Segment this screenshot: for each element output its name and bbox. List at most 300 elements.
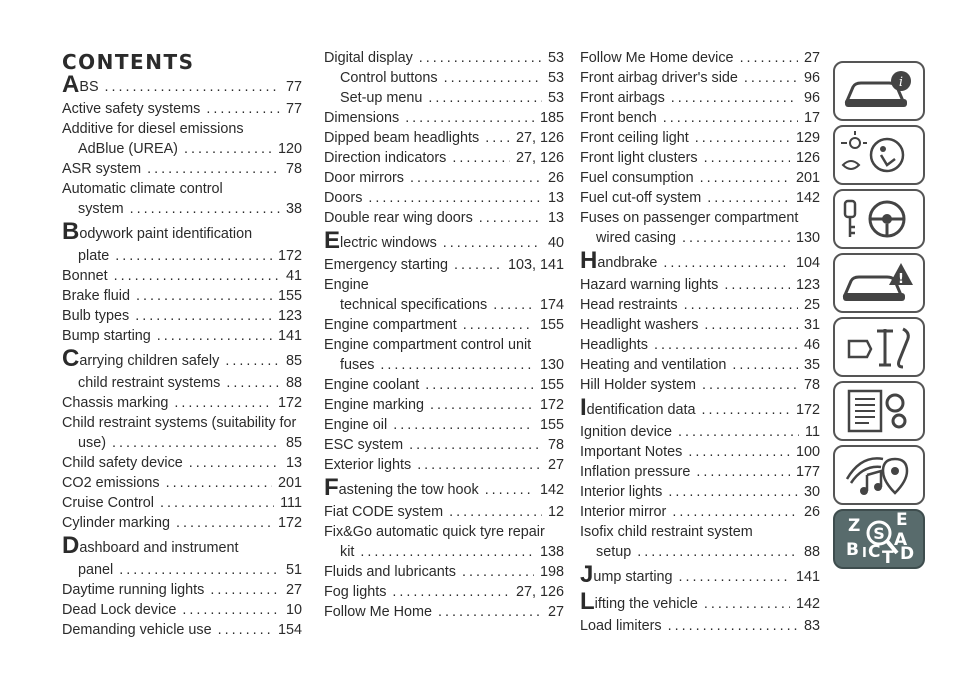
tab-car-info[interactable] bbox=[833, 61, 925, 121]
index-label: Bonnet bbox=[62, 268, 108, 284]
index-entry bbox=[324, 188, 564, 208]
index-line bbox=[580, 315, 820, 335]
index-label: Fluids and lubricants bbox=[324, 564, 456, 580]
index-line bbox=[62, 326, 302, 346]
leader-dots bbox=[393, 415, 534, 435]
index-label: Direction indicators bbox=[324, 150, 447, 166]
index-initial: B bbox=[62, 218, 80, 245]
leader-dots bbox=[668, 482, 798, 502]
leader-dots bbox=[663, 250, 790, 277]
index-entry bbox=[580, 315, 820, 335]
page-number: 155 bbox=[539, 317, 564, 333]
index-icon bbox=[844, 512, 914, 566]
index-entry bbox=[62, 600, 302, 620]
leader-dots bbox=[668, 616, 798, 636]
leader-dots bbox=[425, 375, 534, 395]
index-letter: I bbox=[862, 546, 867, 561]
index-label: Daytime running lights bbox=[62, 582, 205, 598]
index-entry bbox=[580, 355, 820, 375]
leader-dots bbox=[174, 393, 272, 413]
page-number: 154 bbox=[277, 622, 302, 638]
leader-dots bbox=[112, 433, 280, 453]
page-number: 83 bbox=[803, 618, 820, 634]
index-label-rest: dentification data bbox=[586, 402, 696, 418]
index-line bbox=[324, 582, 564, 602]
index-label: Headlight washers bbox=[580, 317, 699, 333]
index-label: Interior lights bbox=[580, 484, 663, 500]
tab-wrench-tools[interactable] bbox=[833, 317, 925, 377]
page-number: 12 bbox=[547, 504, 564, 520]
page-number: 142 bbox=[539, 482, 564, 498]
index-entry bbox=[580, 522, 820, 562]
svg-text:!: ! bbox=[898, 272, 904, 287]
index-entry bbox=[62, 179, 302, 219]
index-entry bbox=[324, 435, 564, 455]
index-label: fuses bbox=[340, 357, 375, 373]
page-number: 25 bbox=[803, 297, 820, 313]
index-label-rest: arrying children safely bbox=[79, 353, 220, 369]
index-label bbox=[580, 248, 657, 277]
leader-dots bbox=[438, 602, 542, 622]
leader-dots bbox=[410, 168, 542, 188]
leader-dots bbox=[479, 208, 542, 228]
index-entry bbox=[324, 562, 564, 582]
index-entry bbox=[324, 148, 564, 168]
index-entry-heading: Fix&Go automatic quick tyre repair bbox=[324, 524, 545, 540]
index-column-2 bbox=[324, 48, 564, 622]
page-number: 53 bbox=[547, 90, 564, 106]
index-entry bbox=[62, 473, 302, 493]
index-entry bbox=[324, 455, 564, 475]
leader-dots bbox=[684, 295, 798, 315]
index-label: ashboard and instrument bbox=[79, 540, 239, 556]
leader-dots bbox=[206, 99, 280, 119]
index-entry bbox=[324, 395, 564, 415]
index-line bbox=[580, 482, 820, 502]
index-line bbox=[62, 286, 302, 306]
index-label: ASR system bbox=[62, 161, 142, 177]
leader-dots bbox=[380, 355, 534, 375]
index-entry bbox=[62, 266, 302, 286]
index-label: Important Notes bbox=[580, 444, 683, 460]
index-label: Doors bbox=[324, 190, 363, 206]
index-line bbox=[580, 502, 820, 522]
index-entry bbox=[324, 522, 564, 562]
index-line bbox=[580, 395, 820, 422]
page-number: 104 bbox=[795, 255, 820, 271]
leader-dots bbox=[696, 462, 790, 482]
index-label bbox=[62, 72, 99, 101]
data-gear-icon bbox=[837, 385, 921, 437]
svg-text:i: i bbox=[898, 75, 904, 90]
index-entry bbox=[580, 128, 820, 148]
index-label: use) bbox=[78, 435, 106, 451]
page-number: 40 bbox=[547, 235, 564, 251]
index-line bbox=[324, 475, 564, 502]
leader-dots bbox=[392, 582, 510, 602]
index-line bbox=[580, 442, 820, 462]
page-number: 35 bbox=[803, 357, 820, 373]
index-line bbox=[62, 513, 302, 533]
page-number: 96 bbox=[803, 70, 820, 86]
page-title: CONTENTS bbox=[62, 50, 195, 74]
page-number: 41 bbox=[285, 268, 302, 284]
leader-dots bbox=[454, 255, 502, 275]
page-number: 88 bbox=[285, 375, 302, 391]
index-label: system bbox=[78, 201, 124, 217]
leader-dots bbox=[452, 148, 510, 168]
leader-dots bbox=[368, 188, 542, 208]
index-entry-heading: Child restraint systems (suitability for bbox=[62, 415, 297, 431]
index-line bbox=[580, 422, 820, 442]
leader-dots bbox=[405, 108, 534, 128]
media-nav-icon bbox=[837, 449, 921, 501]
index-line bbox=[580, 168, 820, 188]
index-initial: I bbox=[580, 394, 587, 421]
tab-key-steering[interactable] bbox=[833, 189, 925, 249]
key-steering-icon bbox=[837, 193, 921, 245]
page-number: 155 bbox=[539, 417, 564, 433]
leader-dots bbox=[166, 473, 272, 493]
wrench-tools-icon bbox=[837, 321, 921, 373]
index-label: child restraint systems bbox=[78, 375, 221, 391]
index-line bbox=[62, 266, 302, 286]
page-number: 30 bbox=[803, 484, 820, 500]
index-entry bbox=[62, 580, 302, 600]
index-label: technical specifications bbox=[340, 297, 488, 313]
index-line bbox=[62, 473, 302, 493]
index-line bbox=[580, 355, 820, 375]
index-entry bbox=[62, 159, 302, 179]
index-entry bbox=[580, 442, 820, 462]
index-initial: J bbox=[580, 561, 594, 588]
leader-dots bbox=[449, 502, 542, 522]
leader-dots bbox=[707, 188, 790, 208]
index-entry-heading: Engine bbox=[324, 277, 369, 293]
page-number: 27 bbox=[803, 50, 820, 66]
tab-data-gear[interactable] bbox=[833, 381, 925, 441]
svg-text:S: S bbox=[873, 524, 885, 543]
index-label: Chassis marking bbox=[62, 395, 169, 411]
leader-dots bbox=[485, 128, 510, 148]
index-label: Brake fluid bbox=[62, 288, 130, 304]
page-number: 53 bbox=[547, 50, 564, 66]
index-label: Bulb types bbox=[62, 308, 130, 324]
page-number: 53 bbox=[547, 70, 564, 86]
index-label-rest: astening the tow hook bbox=[338, 482, 479, 498]
index-entry bbox=[62, 306, 302, 326]
page-number: 130 bbox=[539, 357, 564, 373]
page-number: 172 bbox=[277, 248, 302, 264]
index-entry bbox=[580, 248, 820, 275]
page-number: 13 bbox=[285, 455, 302, 471]
page-number: 27 bbox=[547, 457, 564, 473]
leader-dots bbox=[409, 435, 542, 455]
leader-dots bbox=[428, 88, 542, 108]
page-number: 78 bbox=[803, 377, 820, 393]
index-entry-heading: Engine compartment control unit bbox=[324, 337, 532, 353]
index-entry bbox=[62, 533, 302, 580]
leader-dots bbox=[463, 315, 534, 335]
leader-dots bbox=[360, 542, 534, 562]
index-line bbox=[324, 228, 564, 255]
index-initial: F bbox=[324, 474, 339, 501]
leader-dots bbox=[119, 560, 280, 580]
index-line bbox=[324, 168, 564, 188]
index-label: Front airbag driver's side bbox=[580, 70, 738, 86]
index-entry bbox=[62, 72, 302, 99]
leader-dots bbox=[688, 442, 790, 462]
leader-dots bbox=[225, 348, 280, 375]
index-label: odywork paint identification bbox=[79, 226, 253, 242]
page-number: 77 bbox=[285, 101, 302, 117]
index-line bbox=[324, 375, 564, 395]
index-label: setup bbox=[596, 544, 632, 560]
index-label: Active safety systems bbox=[62, 101, 201, 117]
leader-dots bbox=[679, 564, 790, 591]
leader-dots bbox=[210, 580, 280, 600]
leader-dots bbox=[702, 375, 798, 395]
page-number: 129 bbox=[795, 130, 820, 146]
page-number: 31 bbox=[803, 317, 820, 333]
leader-dots bbox=[485, 477, 534, 504]
index-line bbox=[62, 560, 302, 580]
index-label: panel bbox=[78, 562, 114, 578]
index-label: Set-up menu bbox=[340, 90, 423, 106]
index-label: Front ceiling light bbox=[580, 130, 689, 146]
index-label: Hazard warning lights bbox=[580, 277, 719, 293]
index-entry bbox=[62, 99, 302, 119]
index-line bbox=[62, 99, 302, 119]
index-line bbox=[580, 375, 820, 395]
page-number: 130 bbox=[795, 230, 820, 246]
page-number: 13 bbox=[547, 210, 564, 226]
index-entry bbox=[62, 373, 302, 393]
tab-lights-airbag[interactable] bbox=[833, 125, 925, 185]
index-line bbox=[324, 355, 564, 375]
page-number: 11 bbox=[805, 424, 820, 440]
page-number: 85 bbox=[285, 353, 302, 369]
index-line bbox=[580, 108, 820, 128]
index-entry bbox=[324, 502, 564, 522]
index-line bbox=[580, 616, 820, 636]
leader-dots bbox=[678, 422, 799, 442]
index-entry bbox=[62, 326, 302, 346]
index-label: Inflation pressure bbox=[580, 464, 691, 480]
index-label bbox=[580, 589, 698, 618]
index-label: Fuel consumption bbox=[580, 170, 694, 186]
index-entry bbox=[324, 128, 564, 148]
index-column-1 bbox=[62, 72, 302, 640]
index-line bbox=[324, 502, 564, 522]
index-label: Control buttons bbox=[340, 70, 438, 86]
index-entry bbox=[324, 228, 564, 255]
index-entry bbox=[62, 453, 302, 473]
index-label: Headlights bbox=[580, 337, 648, 353]
index-label: Exterior lights bbox=[324, 457, 412, 473]
index-entry bbox=[580, 168, 820, 188]
leader-dots bbox=[704, 148, 790, 168]
index-initial: H bbox=[580, 247, 598, 274]
index-label bbox=[580, 562, 673, 591]
leader-dots bbox=[419, 48, 542, 68]
index-label: Follow Me Home device bbox=[580, 50, 734, 66]
leader-dots bbox=[105, 74, 280, 101]
index-entry-heading: Fuses on passenger compartment bbox=[580, 210, 799, 226]
leader-dots bbox=[724, 275, 790, 295]
leader-dots bbox=[701, 397, 790, 424]
leader-dots bbox=[226, 373, 280, 393]
index-entry bbox=[62, 493, 302, 513]
index-entry bbox=[62, 346, 302, 373]
index-line bbox=[324, 602, 564, 622]
index-line bbox=[324, 208, 564, 228]
index-line bbox=[62, 246, 302, 266]
index-entry bbox=[580, 616, 820, 636]
page-number: 27, 126 bbox=[515, 584, 564, 600]
index-line bbox=[580, 228, 820, 248]
index-line bbox=[62, 346, 302, 373]
index-entry bbox=[324, 582, 564, 602]
tab-car-warning[interactable] bbox=[833, 253, 925, 313]
index-initial: A bbox=[62, 71, 80, 98]
index-entry bbox=[324, 48, 564, 68]
index-entry bbox=[324, 255, 564, 275]
index-entry bbox=[580, 589, 820, 616]
index-label: Hill Holder system bbox=[580, 377, 696, 393]
index-line bbox=[62, 373, 302, 393]
index-entry bbox=[62, 286, 302, 306]
index-line bbox=[580, 68, 820, 88]
index-entry bbox=[62, 393, 302, 413]
index-entry bbox=[62, 513, 302, 533]
leader-dots bbox=[663, 108, 798, 128]
leader-dots bbox=[700, 168, 790, 188]
leader-dots bbox=[732, 355, 798, 375]
page-number: 78 bbox=[547, 437, 564, 453]
index-line bbox=[324, 415, 564, 435]
index-label: Demanding vehicle use bbox=[62, 622, 212, 638]
page-number: 27 bbox=[285, 582, 302, 598]
leader-dots bbox=[160, 493, 274, 513]
index-entry bbox=[62, 119, 302, 159]
index-label: Dipped beam headlights bbox=[324, 130, 480, 146]
index-label: Engine coolant bbox=[324, 377, 420, 393]
tab-index[interactable] bbox=[833, 509, 925, 569]
leader-dots bbox=[671, 88, 798, 108]
index-line bbox=[324, 48, 564, 68]
index-entry bbox=[324, 475, 564, 502]
index-letter: D bbox=[900, 544, 915, 564]
index-line bbox=[324, 128, 564, 148]
page-number: 141 bbox=[277, 328, 302, 344]
index-line bbox=[62, 580, 302, 600]
index-column-3 bbox=[580, 48, 820, 636]
index-letter: C bbox=[868, 542, 881, 562]
index-entry-heading: Isofix child restraint system bbox=[580, 524, 753, 540]
index-entry bbox=[324, 208, 564, 228]
index-entry bbox=[580, 88, 820, 108]
index-entry bbox=[580, 502, 820, 522]
index-entry bbox=[62, 413, 302, 453]
index-line bbox=[62, 306, 302, 326]
index-label: Double rear wing doors bbox=[324, 210, 473, 226]
page-number: 27 bbox=[547, 604, 564, 620]
page-number: 123 bbox=[277, 308, 302, 324]
index-line bbox=[324, 88, 564, 108]
index-label: Digital display bbox=[324, 50, 413, 66]
index-line bbox=[62, 72, 302, 99]
page-number: 138 bbox=[539, 544, 564, 560]
index-label bbox=[62, 346, 219, 375]
index-label-rest: ifting the vehicle bbox=[594, 596, 698, 612]
tab-media-nav[interactable] bbox=[833, 445, 925, 505]
page-number: 201 bbox=[277, 475, 302, 491]
page-number: 155 bbox=[539, 377, 564, 393]
leader-dots bbox=[189, 453, 280, 473]
index-entry bbox=[580, 108, 820, 128]
index-label: Heating and ventilation bbox=[580, 357, 727, 373]
page-number: 85 bbox=[285, 435, 302, 451]
index-line bbox=[62, 600, 302, 620]
index-entry bbox=[580, 48, 820, 68]
page-number: 177 bbox=[795, 464, 820, 480]
leader-dots bbox=[443, 230, 542, 257]
index-line bbox=[62, 159, 302, 179]
car-warning-icon bbox=[837, 257, 921, 309]
page-number: 142 bbox=[795, 596, 820, 612]
page-number: 10 bbox=[285, 602, 302, 618]
index-entry bbox=[324, 375, 564, 395]
index-entry bbox=[580, 275, 820, 295]
index-initial: E bbox=[324, 227, 341, 254]
leader-dots bbox=[417, 455, 542, 475]
leader-dots bbox=[130, 199, 280, 219]
index-letter: A bbox=[894, 530, 908, 550]
page-number: 46 bbox=[803, 337, 820, 353]
index-entry-heading bbox=[62, 219, 302, 246]
index-line bbox=[324, 295, 564, 315]
index-line bbox=[324, 68, 564, 88]
index-line bbox=[324, 542, 564, 562]
leader-dots bbox=[654, 335, 798, 355]
index-line bbox=[580, 542, 820, 562]
index-entry bbox=[62, 219, 302, 266]
index-line bbox=[324, 188, 564, 208]
index-line bbox=[62, 393, 302, 413]
index-label: Follow Me Home bbox=[324, 604, 432, 620]
index-label: wired casing bbox=[596, 230, 676, 246]
leader-dots bbox=[444, 68, 542, 88]
leader-dots bbox=[704, 591, 790, 618]
page-number: 77 bbox=[285, 79, 302, 95]
index-entry bbox=[324, 315, 564, 335]
index-line bbox=[62, 620, 302, 640]
index-line bbox=[580, 295, 820, 315]
page-number: 172 bbox=[277, 395, 302, 411]
index-label: kit bbox=[340, 544, 355, 560]
page-number: 172 bbox=[539, 397, 564, 413]
index-label: Engine oil bbox=[324, 417, 388, 433]
index-label: Dimensions bbox=[324, 110, 400, 126]
index-label: Bump starting bbox=[62, 328, 151, 344]
index-entry bbox=[62, 620, 302, 640]
leader-dots bbox=[493, 295, 534, 315]
index-line bbox=[580, 148, 820, 168]
index-entry bbox=[580, 335, 820, 355]
leader-dots bbox=[430, 395, 534, 415]
leader-dots bbox=[147, 159, 280, 179]
